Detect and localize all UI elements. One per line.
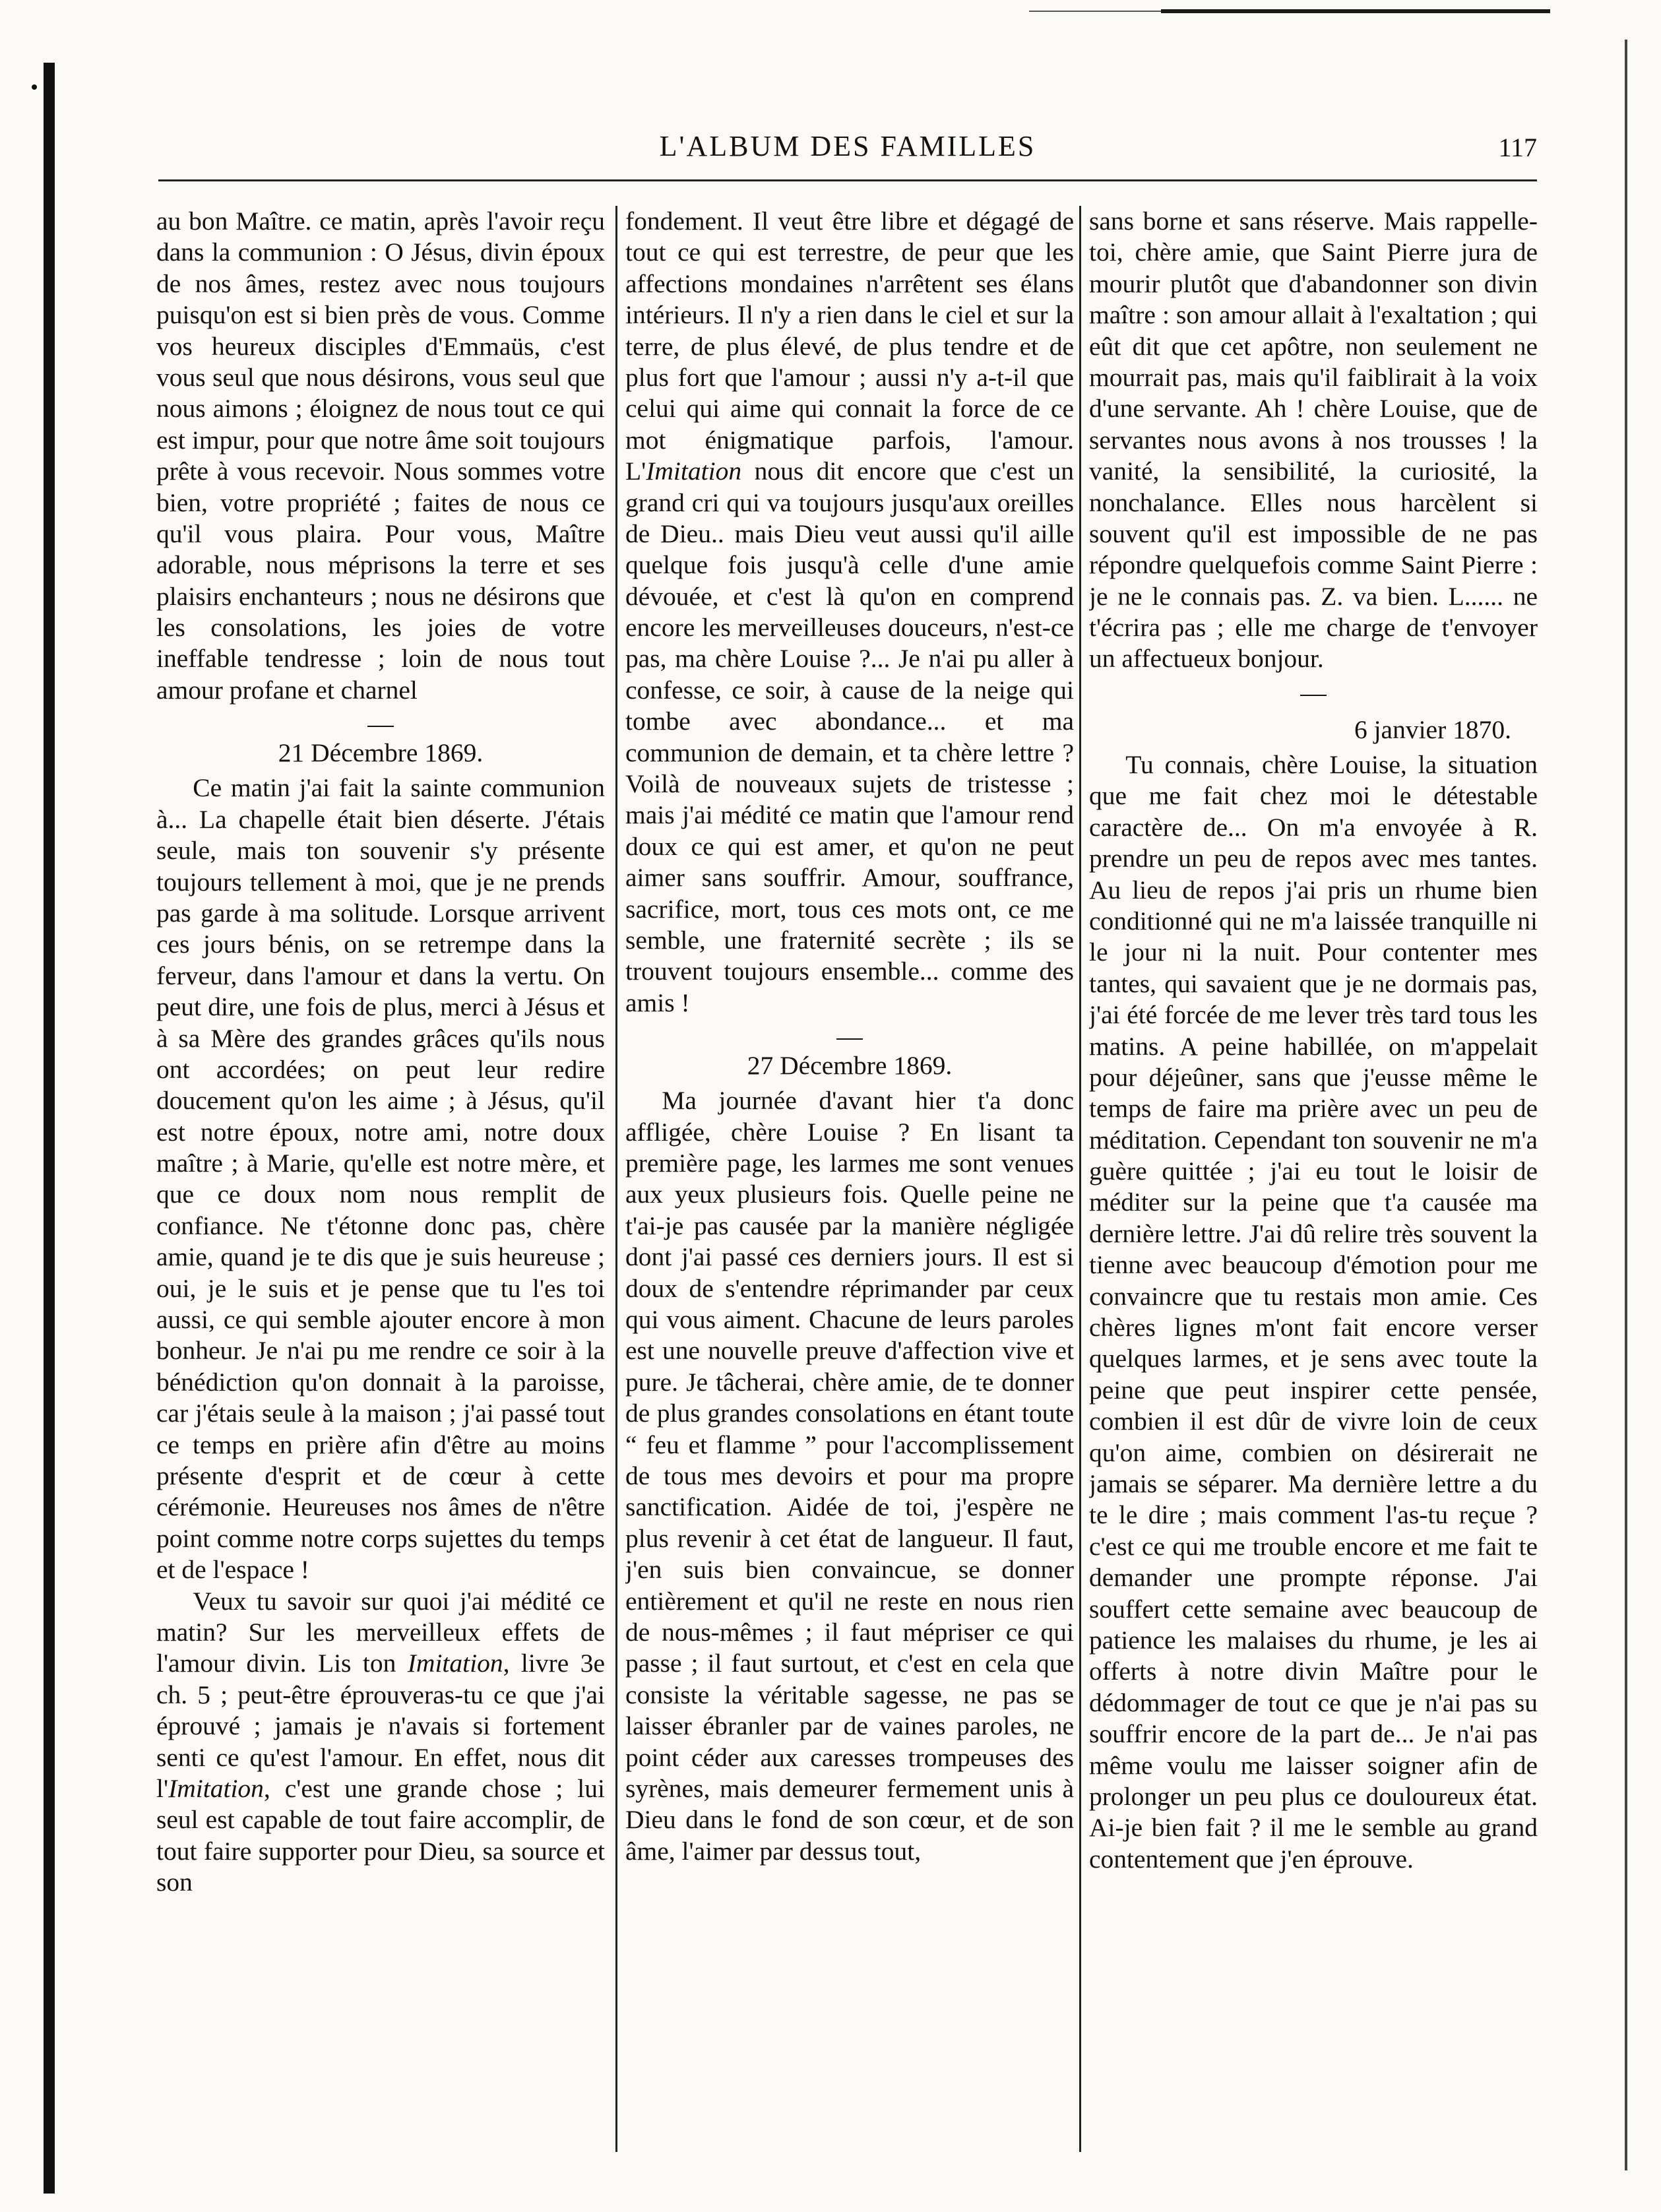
paragraph: sans borne et sans réserve. Mais rappelle-toi, chère amie, que Saint Pierre jura de mourir plutôt que d'abandonner son divin maître : son amour allait à l'exaltation ; qui eût dit que cet apôtre, non seulement ne mourrait pas, mais qu'il faiblirait à la voix d'une servante. Ah ! chère Louise, que de servantes nous avons à nos trousses ! la vanité, la sensibilité, la curiosité, la nonchalance. Elles nous harcèlent si souvent qu'il est impossible de ne pas répondre quelquefois comme Saint Pierre : je ne le connais pas. Z. va bien. L...... ne t'écrira pas ; elle me charge de t'envoyer un affectueux bonjour. <box>1089 206 1538 674</box>
text-run: fondement. Il veut être libre et dégagé de tout ce qui est terrestre, de peur que les affections mondaines n'arrêtent ses élans intérieurs. Il n'y a rien dans le ciel et sur la terre, de plus élevé, de plus tendre et de plus fort que l'amour ; aussi n'y a-t-il que celui qui aime qui connait la force de ce mot énigmatique parfois, l'amour. L' <box>625 206 1074 486</box>
section-separator: — <box>367 709 394 739</box>
text-column-3 <box>1089 206 1538 2152</box>
italic-title: Imitation <box>168 1773 264 1803</box>
margin-dot <box>32 84 37 90</box>
italic-title: Imitation <box>646 457 742 486</box>
text-column-2 <box>625 206 1074 2152</box>
header-rule <box>158 179 1537 181</box>
top-thick-rule <box>1161 9 1550 13</box>
entry-date: 21 Décembre 1869. <box>278 738 484 767</box>
top-thin-rule <box>1029 11 1161 12</box>
text-run: nous dit encore que c'est un grand cri qui va toujours jusqu'aux oreilles de Dieu.. mais Dieu veut aussi qu'il aille quelque fois jusqu'à celle d'une amie dévouée, et c'est là qu'on en comprend encore les merveilleuses douceurs, n'est-ce pas, ma chère Louise ?... Je n'ai pu aller à confesse, ce soir, à cause de la neige qui tombe avec abondance... et ma communion de demain, et ta chère lettre ? Voilà de nouveaux sujets de tristesse ; mais j'ai médité ce matin que l'amour rend doux ce qui est amer, et qu'on ne peut aimer sans souffrir. Amour, souffrance, sacrifice, mort, tous ces mots ont, ce me semble, une fraternité secrète ; ils se trouvent toujours ensemble... comme des amis ! <box>625 457 1074 1017</box>
text-run: Veux tu savoir sur quoi j'ai médité ce matin? Sur les merveilleux effets de l'amour divin. Lis ton <box>156 1586 605 1678</box>
running-title: L'ALBUM DES FAMILLES <box>659 130 1036 162</box>
paragraph <box>156 1586 605 1899</box>
section-separator: — <box>1300 678 1327 707</box>
text-run: , livre 3e ch. 5 ; peut-être éprouveras-tu ce que j'ai éprouvé ; jamais je n'avais si fortement senti ce qu'est l'amour. En effet, nous dit l' <box>156 1649 605 1803</box>
page-right-edge <box>1625 40 1627 2170</box>
column-divider <box>615 206 617 2152</box>
paragraph: Tu connais, chère Louise, la situation que me fait chez moi le détestable caractère de... On m'a envoyée à R. prendre un peu de repos avec mes tantes. Au lieu de repos j'ai pris un rhume bien conditionné qui ne m'a laissée tranquille ni le jour ni la nuit. Pour contenter mes tantes, qui savaient que je ne dormais pas, j'ai été forcée de me lever très tard tous les matins. A peine habillée, on m'appelait pour déjeûner, sans que j'eusse même le temps de faire ma prière avec un peu de méditation. Cependant ton souvenir ne m'a guère quittée ; j'ai eu tout le loisir de méditer sur la peine que t'a causée ma dernière lettre. J'ai dû relire très souvent la tienne avec beaucoup d'émotion pour me convaincre que tu restais mon amie. Ces chères lignes m'ont fait encore verser quelques larmes, et je sens avec toute la peine que peut inspirer cette pensée, combien il est dûr de vivre loin de ceux qu'on aime, combien on désirerait ne jamais se séparer. Ma dernière lettre a du te le dire ; mais comment l'as-tu reçue ? c'est ce qui me trouble encore et me fait te demander une prompte réponse. J'ai souffert cette semaine avec beaucoup de patience les malaises du rhume, je les ai offerts à notre divin Maître pour le dédommager de tout ce que je n'ai pas su souffrir encore de la part de... Je n'ai pas même voulu me laisser soigner afin de prolonger un peu plus ce douloureux état. Ai-je bien fait ? il me le semble au grand contentement que j'en éprouve. <box>1089 750 1538 1874</box>
section-separator: — <box>836 1022 863 1052</box>
entry-date: 27 Décembre 1869. <box>747 1050 953 1080</box>
paragraph: Ma journée d'avant hier t'a donc affligée, chère Louise ? En lisant ta première page, les larmes me sont venues aux yeux plusieurs fois. Quelle peine ne t'ai-je pas causée par la manière négligée dont j'ai passé ces derniers jours. Il est si doux de s'entendre réprimander par ceux qui vous aiment. Chacune de leurs paroles est une nouvelle preuve d'affection vive et pure. Je tâcherai, chère amie, de te donner de plus grandes consolations en étant toute “ feu et flamme ” pour l'accomplissement de tous mes devoirs et pour ma propre sanctification. Aidée de toi, j'espère ne plus revenir à cet état de langueur. Il faut, j'en suis bien convaincue, se donner entièrement et qu'il ne reste en nous rien de nous-mêmes ; il faut mépriser ce qui passe ; il faut surtout, et c'est en cela que consiste la véritable sagesse, ne pas se laisser ébranler par de vaines paroles, ne point céder aux caresses trompeuses des syrènes, mais demeurer fermement unis à Dieu dans le fond de son cœur, et de son âme, l'aimer par dessus tout, <box>625 1086 1074 1866</box>
text-column-1 <box>156 206 605 2152</box>
paragraph: Ce matin j'ai fait la sainte communion à... La chapelle était bien déserte. J'étais seule, mais ton souvenir s'y présente toujours tellement à moi, que je ne prends pas garde à ma solitude. Lorsque arrivent ces jours bénis, on se retrempe dans la ferveur, dans l'amour et dans la vertu. On peut dire, une fois de plus, merci à Jésus et à sa Mère des grandes grâces qu'ils nous ont accordées; on peut leur redire doucement qu'on les aime ; à Jésus, qu'il est notre époux, notre ami, notre doux maître ; à Marie, qu'elle est notre mère, et que ce doux nom nous remplit de confiance. Ne t'étonne donc pas, chère amie, quand je te dis que je suis heureuse ; oui, je le suis et je pense que tu l'es toi aussi, ce qui semble ajouter encore à mon bonheur. Je n'ai pu me rendre ce soir à la bénédiction qu'on donnait à la paroisse, car j'étais seule à la maison ; j'ai passé tout ce temps en prière afin d'être au moins présente d'esprit et de cœur à cette cérémonie. Heureuses nos âmes de n'être point comme notre corps sujettes du temps et de l'espace ! <box>156 773 605 1585</box>
page-header <box>158 124 1537 177</box>
column-divider <box>1079 206 1081 2152</box>
page-number: 117 <box>1498 133 1537 162</box>
text-run: , c'est une grande chose ; lui seul est capable de tout faire accomplir, de tout faire supporter pour Dieu, sa source et son <box>156 1773 605 1897</box>
paragraph: au bon Maître. ce matin, après l'avoir reçu dans la communion : O Jésus, divin époux de nos âmes, restez avec nous toujours puisqu'on est si bien près de vous. Comme vos heureux disciples d'Emmaüs, c'est vous seul que nous désirons, vous seul que nous aimons ; éloignez de nous tout ce qui est impur, pour que notre âme soit toujours prête à vous recevoir. Nous sommes votre bien, votre propriété ; faites de nous ce qu'il vous plaira. Pour vous, Maître adorable, nous méprisons la terre et ses plaisirs enchanteurs ; nous ne désirons que les consolations, les joies de votre ineffable tendresse ; loin de nous tout amour profane et charnel <box>156 206 605 705</box>
italic-title: Imitation <box>407 1649 503 1678</box>
page-binding-edge <box>44 63 55 2194</box>
entry-date: 6 janvier 1870. <box>1354 714 1511 744</box>
paragraph <box>625 206 1074 1019</box>
